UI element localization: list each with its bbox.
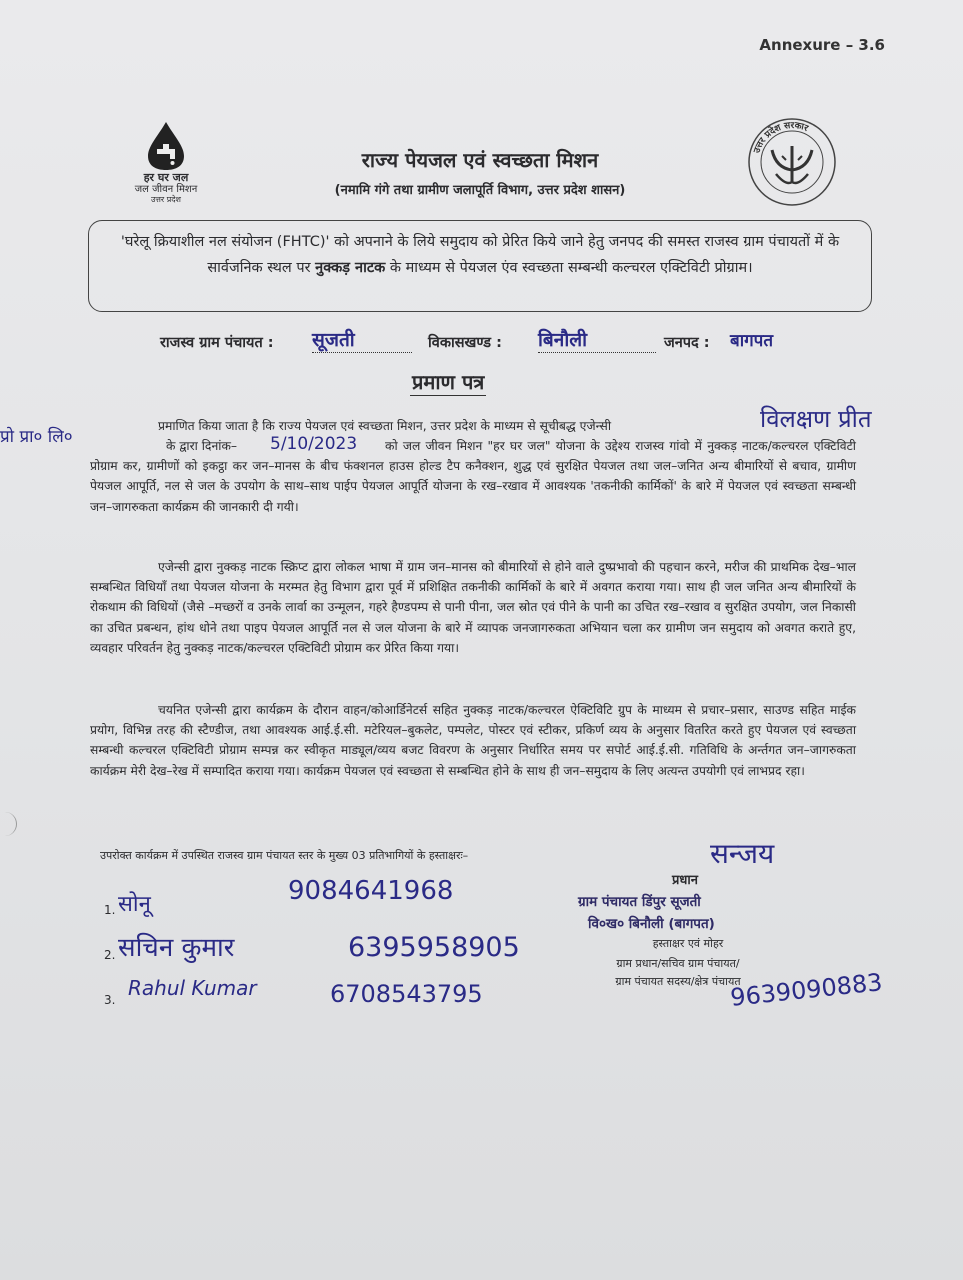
svg-text:उत्तर प्रदेश सरकार	[752, 121, 810, 156]
intro-text-bold: नुक्कड़ नाटक	[315, 260, 386, 276]
logo-line-1: हर घर जल	[143, 171, 189, 184]
intro-text-part2: के माध्यम से पेयजल एंव स्वच्छता सम्बन्धी कल्चरल एक्टिविटी प्रोग्राम।	[385, 260, 753, 276]
participant-phone: 6395958905	[348, 932, 520, 963]
punch-hole-mark	[0, 812, 17, 836]
agency-name-handwritten: विलक्षण प्रीत	[760, 405, 872, 433]
paragraph-1-mid: के द्वारा दिनांक–	[166, 439, 238, 453]
participant-phone: 9084641968	[288, 876, 454, 906]
pradhan-label: प्रधान	[672, 873, 698, 888]
designation-line-1: ग्राम प्रधान/सचिव ग्राम पंचायत/	[616, 957, 740, 970]
participant-number: 3.	[104, 993, 116, 1007]
designation-line-2: ग्राम पंचायत सदस्य/क्षेत्र पंचायत	[615, 975, 741, 988]
stamp-line-1: ग्राम पंचायत डिंपुर सूजती	[578, 894, 701, 910]
block-label: विकासखण्ड :	[428, 335, 502, 351]
agency-prefix-handwritten: प्रो प्रा० लि०	[0, 427, 73, 447]
participant-signature: Rahul Kumar	[128, 976, 257, 1000]
up-government-emblem	[746, 116, 838, 212]
mission-title: राज्य पेयजल एवं स्वच्छता मिशन	[361, 148, 599, 172]
logo-line-3: उत्तर प्रदेश	[151, 195, 181, 204]
up-emblem-icon	[746, 116, 838, 208]
logo-line-2: जल जीवन मिशन	[134, 184, 198, 195]
district-value: बागपत	[730, 331, 774, 351]
certificate-title: प्रमाण पत्र	[412, 370, 485, 394]
participant-phone: 6708543795	[330, 980, 483, 1008]
pradhan-phone: 9639090883	[728, 968, 884, 1012]
gram-panchayat-label: राजस्व ग्राम पंचायत :	[160, 335, 274, 351]
program-description-box	[88, 220, 872, 312]
pradhan-signature: सन्जय	[710, 837, 775, 870]
participant-signature: सोनू	[118, 892, 151, 917]
stamp-line-2: वि०ख० बिनौली (बागपत)	[588, 916, 715, 932]
emblem-text: उत्तर प्रदेश सरकार	[752, 120, 810, 155]
signature-caption: हस्ताक्षर एवं मोहर	[652, 937, 724, 950]
paragraph-1-body: को जल जीवन मिशन "हर घर जल" योजना के उद्देश्य राजस्व गांवो में नुक्कड़ नाटक/कल्चरल एक्टिविटी प्रोग्राम कर, ग्रामीणों को इकट्ठा कर जन–मानस के बीच फंक्शनल हाउस होल्ड टैप कनैक्शन, शुद्ध एवं सुरक्षित पेयजल तथा जल–जनित अन्य बीमारियों से बचाव, ग्रामीण पेयजल आपूर्ति, नल से जल के उपयोग के साथ–साथ पाईप पेयजल आपूर्ति योजना के रख–रखाव में आवश्यक 'तकनीकी कार्मिकों' के बारे में पेयजल एवं स्वच्छता सम्बन्धी जन–जागरुकता कार्यक्रम की जानकारी दी गयी।	[90, 439, 856, 514]
paragraph-3: चयनित एजेन्सी द्वारा कार्यक्रम के दौरान वाहन/कोआर्डिनेटर्स सहित नुक्कड़ नाटक/कल्चरल ऐक्टिविटि ग्रुप के माध्यम से प्रचार–प्रसार, साउण्ड सहित माईक प्रयोग, विभिन्न तरह की स्टैण्डीज, तथा आवश्यक आई.ई.सी. मटेरियल–बुकलेट, पम्पलेट, पोस्टर एवं स्टीकर, प्रकिर्ण व्यय के अनुसार वितरित करते हुए पेयजल एवं स्वच्छता सम्बन्धी कल्चरल एक्टिविटी प्रोग्राम सम्पन्न कर स्वीकृत माड्यूल/व्यय बजट विवरण के अनुसार निर्धारित समय पर सपोर्ट आई.ई.सी. गतिविधि के अर्न्तगत जन–जागरुकता कार्यक्रम मेरी देख–रेख में सम्पादित कराया गया। कार्यक्रम पेयजल एवं स्वच्छता से सम्बन्धित होने के साथ ही जन–समुदाय के लिए अत्यन्त उपयोगी एवं लाभप्रद रहा।	[90, 703, 856, 778]
participants-note: उपरोक्त कार्यक्रम में उपस्थित राजस्व ग्राम पंचायत स्तर के मुख्य 03 प्रतिभागियों के हस्ताक्षरः–	[100, 849, 469, 862]
water-drop-tap-icon	[144, 120, 188, 172]
annexure-label: Annexure – 3.6	[759, 36, 885, 54]
mission-subtitle: (नमामि गंगे तथा ग्रामीण जलापूर्ति विभाग, उत्तर प्रदेश शासन)	[334, 183, 626, 198]
participant-number: 2.	[104, 948, 116, 962]
participant-number: 1.	[104, 903, 116, 917]
participant-signature: सचिन कुमार	[118, 933, 235, 963]
date-handwritten: 5/10/2023	[270, 434, 358, 454]
paragraph-2: एजेन्सी द्वारा नुक्कड़ नाटक स्क्रिप्ट द्वारा लोकल भाषा में ग्राम जन–मानस को बीमारियों से होने वाले दुष्प्रभावो की पहचान करने, मरीज की प्राथमिक देख–भाल सम्बन्धित विधियाँ तथा पेयजल योजना के मरम्मत हेतु विभाग द्वारा पूर्व में प्रशिक्षित तकनीकी कार्मिकों के बारे में अवगत कराया गया। साथ ही जल जनित अन्य बीमारियों के रोकथाम की विधियों (जैसे –मच्छरों व उनके लार्वा का उन्मूलन, गहरे हैण्डपम्प से पानी पीना, जल स्रोत एवं पीने के पानी का उचित रख–रखाव व सुरक्षित उपयोग, जल निकासी का उचित प्रबन्धन, हांथ धोने तथा पाइप पेयजल आपूर्ति नल से जल योजना के बारे में व्यापक जनजागरुकता अभियान चला कर ग्रामीण जन समुदाय को अवगत कराते हुए, व्यवहार परिवर्तन हेतु नुक्कड़ नाटक/कल्चरल एक्टिविटी प्रोग्राम कर प्रेरित किया गया।	[90, 560, 856, 655]
intro-text-part1: 'घरेलू क्रियाशील नल संयोजन (FHTC)' को अपनाने के लिये समुदाय को प्रेरित किये जाने हेतु जनपद की समस्त राजस्व ग्राम पंचायतों में के सार्वजनिक स्थल पर	[120, 234, 840, 276]
gram-panchayat-value: सूजती	[312, 326, 412, 353]
block-value: बिनौली	[538, 326, 656, 353]
district-label: जनपद :	[664, 335, 710, 351]
jal-jeevan-mission-logo	[124, 120, 208, 204]
paragraph-1-opening: प्रमाणित किया जाता है कि राज्य पेयजल एवं स्वच्छता मिशन, उत्तर प्रदेश के माध्यम से सूचीबद्ध एजेन्सी	[158, 419, 612, 433]
